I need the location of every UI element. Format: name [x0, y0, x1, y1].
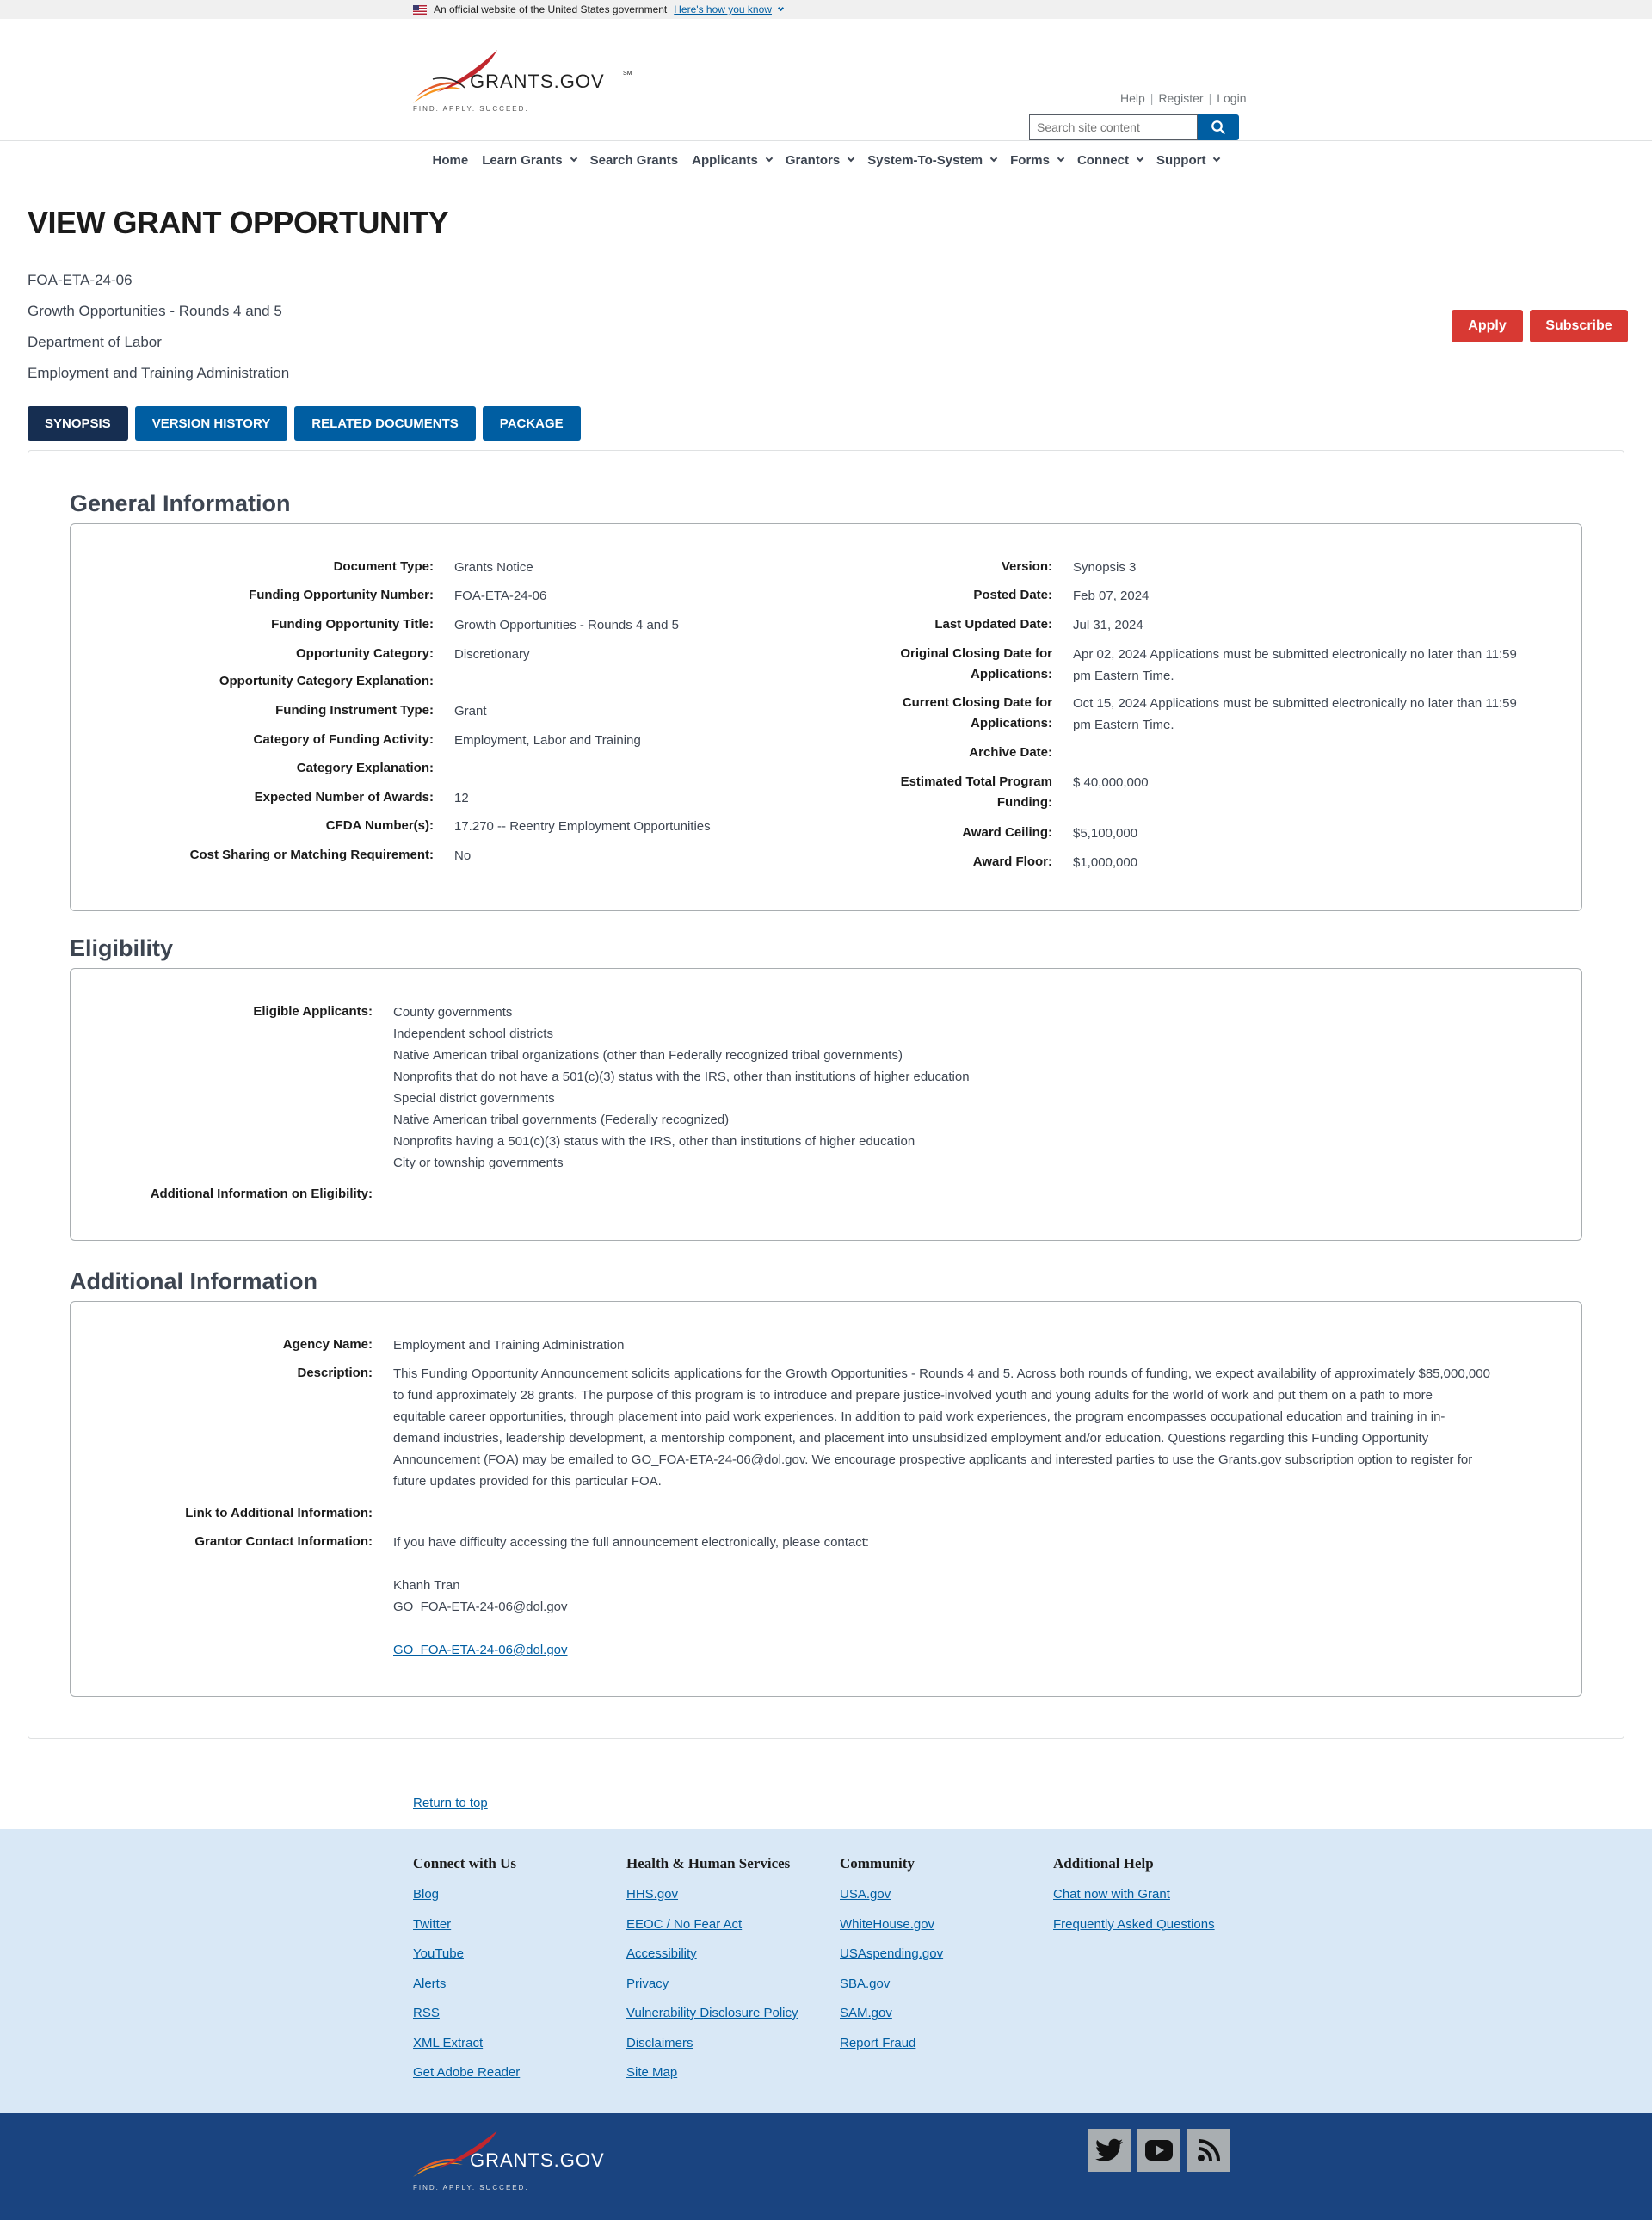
opportunity-number: FOA-ETA-24-06	[28, 272, 133, 288]
eligibility-box	[70, 968, 1582, 1241]
footer-link[interactable]: Accessibility	[626, 1946, 697, 1961]
additional-eligibility-label: Additional Information on Eligibility:	[150, 1187, 373, 1201]
description-line: to fund approximately 28 grants. The purpose of this program is to introduce and prepare justice-involved youth and young adults for the world of work and put them on a path to more	[393, 1388, 1433, 1403]
field-value: FOA-ETA-24-06	[454, 589, 547, 603]
field-label: Category of Funding Activity:	[253, 732, 434, 747]
description-line: future updates provided for this particular FOA.	[393, 1474, 662, 1489]
archive-date-label: Archive Date:	[969, 745, 1052, 760]
field-label: Opportunity Category Explanation:	[219, 674, 434, 688]
subscribe-button[interactable]: Subscribe	[1530, 310, 1628, 342]
updated-date-value: Jul 31, 2024	[1073, 618, 1143, 632]
field-value: 17.270 -- Reentry Employment Opportunities	[454, 819, 711, 834]
footer-link[interactable]: SAM.gov	[840, 2006, 892, 2020]
site-search	[1029, 114, 1239, 140]
chevron-down-icon	[990, 155, 997, 162]
social-icons	[1088, 2129, 1230, 2172]
contact-intro: If you have difficulty accessing the full announcement electronically, please contact:	[393, 1535, 870, 1550]
field-label: Funding Opportunity Number:	[249, 588, 434, 602]
logo-service-mark: SM	[623, 71, 632, 77]
footer-link[interactable]: Blog	[413, 1887, 440, 1902]
help-link[interactable]: Help	[1120, 91, 1145, 105]
search-input[interactable]	[1029, 114, 1198, 140]
grantor-contact-label: Grantor Contact Information:	[194, 1534, 373, 1549]
description-line: Announcement (FOA) may be emailed to GO_FOA-ETA-24-06@dol.gov. We encourage prospective applicants and interested parties to use the Grants.gov subscription option to register for	[393, 1452, 1473, 1467]
description-line: This Funding Opportunity Announcement solicits applications for the Growth Opportunities - Rounds 4 and 5. Across both rounds of funding, we expect availability of approximately $85,000,000	[393, 1366, 1490, 1381]
footer-col-connect: Connect with Us Blog Twitter YouTube Alerts RSS XML Extract Get Adobe Reader	[413, 1855, 520, 2094]
opportunity-actions	[1452, 310, 1628, 342]
award-ceiling-label: Award Ceiling:	[962, 825, 1052, 840]
footer-link[interactable]: Get Adobe Reader	[413, 2065, 521, 2080]
chevron-down-icon	[1137, 155, 1143, 162]
nav-connect[interactable]: Connect	[1070, 153, 1150, 168]
nav-applicants[interactable]: Applicants	[685, 153, 779, 168]
opportunity-title: Growth Opportunities - Rounds 4 and 5	[28, 303, 282, 319]
field-label: Category Explanation:	[296, 761, 434, 775]
synopsis-panel	[28, 450, 1624, 1739]
eligible-applicant-item: City or township governments	[393, 1156, 564, 1170]
description-label: Description:	[297, 1366, 373, 1380]
field-value: Grants Notice	[454, 560, 533, 575]
agency-name-label: Agency Name:	[282, 1337, 373, 1352]
nav-search-grants[interactable]: Search Grants	[589, 152, 679, 168]
version-label: Version:	[1001, 559, 1052, 574]
nav-learn-grants[interactable]: Learn Grants	[475, 153, 583, 168]
estimated-funding-value: $ 40,000,000	[1073, 775, 1149, 790]
eligible-applicants-label: Eligible Applicants:	[253, 1004, 373, 1019]
footer-link[interactable]: Vulnerability Disclosure Policy	[626, 2006, 798, 2020]
footer-link[interactable]: Disclaimers	[626, 2035, 693, 2050]
field-label: Funding Opportunity Title:	[271, 617, 434, 632]
footer-link[interactable]: USA.gov	[840, 1887, 891, 1902]
field-value: Growth Opportunities - Rounds 4 and 5	[454, 618, 679, 632]
description-line: demand industries, leadership development, a mentorship component, and placement into unsubsidized employment and/or education. Questions regarding this Funding Opportunity	[393, 1431, 1429, 1446]
footer-bottom	[0, 2113, 1652, 2220]
description-line: equitable career opportunities, through placement into paid work experiences. In addition to paid work experiences, the program encompasses occupational education and training in in-	[393, 1409, 1446, 1424]
eligible-applicant-item: Native American tribal governments (Federally recognized)	[393, 1113, 730, 1127]
youtube-icon	[1144, 2139, 1174, 2161]
field-label: CFDA Number(s):	[325, 818, 434, 833]
field-label: Funding Instrument Type:	[275, 703, 434, 718]
footer-link[interactable]: Privacy	[626, 1976, 669, 1991]
footer-link[interactable]: SBA.gov	[840, 1976, 891, 1991]
footer-link[interactable]: EEOC / No Fear Act	[626, 1916, 743, 1932]
field-label: Opportunity Category:	[296, 646, 434, 661]
youtube-button[interactable]	[1137, 2129, 1180, 2172]
award-floor-label: Award Floor:	[972, 854, 1052, 869]
apply-button[interactable]: Apply	[1452, 310, 1523, 342]
field-value: No	[454, 848, 472, 863]
nav-support[interactable]: Support	[1150, 153, 1227, 168]
eligible-applicant-item: County governments	[393, 1005, 513, 1020]
agency-name-value: Employment and Training Administration	[393, 1338, 625, 1353]
gov-banner	[0, 0, 1652, 19]
gov-banner-text: An official website of the United States government	[434, 3, 668, 15]
chevron-down-icon	[570, 155, 576, 162]
eligible-applicant-item: Nonprofits having a 501(c)(3) status with the IRS, other than institutions of higher education	[393, 1134, 915, 1149]
footer-logo[interactable]	[411, 2129, 626, 2198]
award-floor-value: $1,000,000	[1073, 855, 1138, 870]
additional-link-label: Link to Additional Information:	[185, 1506, 373, 1520]
agency-name: Department of Labor	[28, 334, 162, 350]
description-text	[393, 1363, 1563, 1492]
footer-link[interactable]: Frequently Asked Questions	[1053, 1916, 1215, 1932]
nav-grantors[interactable]: Grantors	[779, 153, 860, 168]
tab-package[interactable]: PACKAGE	[483, 406, 581, 441]
chevron-down-icon	[848, 155, 854, 162]
rss-icon	[1197, 2138, 1221, 2162]
additional-info-heading: Additional Information	[70, 1268, 317, 1294]
field-label: Document Type:	[333, 559, 434, 574]
estimated-funding-label: Estimated Total Program Funding:	[900, 774, 1052, 810]
contact-email: GO_FOA-ETA-24-06@dol.gov	[393, 1600, 568, 1614]
footer-link[interactable]: Chat now with Grant	[1053, 1887, 1170, 1902]
footer-link[interactable]: Twitter	[413, 1916, 452, 1932]
grants-gov-logo[interactable]	[411, 45, 632, 122]
footer-link[interactable]: HHS.gov	[626, 1887, 679, 1902]
field-label: Expected Number of Awards:	[254, 790, 434, 805]
footer-link[interactable]: RSS	[413, 2006, 440, 2020]
search-icon	[1211, 120, 1226, 135]
twitter-icon	[1095, 2138, 1123, 2162]
field-value: Employment, Labor and Training	[454, 733, 641, 748]
eligible-applicants-list	[393, 1002, 970, 1174]
footer-link[interactable]: Alerts	[413, 1976, 447, 1991]
current-closing-label: Current Closing Date for Applications:	[902, 695, 1052, 731]
us-flag-icon	[413, 5, 427, 15]
eligible-applicant-item: Nonprofits that do not have a 501(c)(3) status with the IRS, other than institutions of higher education	[393, 1070, 970, 1084]
chevron-down-icon	[1213, 155, 1220, 162]
original-closing-value: Apr 02, 2024 Applications must be submitted electronically no later than 11:59 pm Eastern Time.	[1073, 647, 1517, 683]
footer-link[interactable]: USAspending.gov	[840, 1946, 944, 1961]
search-button[interactable]	[1198, 114, 1239, 140]
page-title: VIEW GRANT OPPORTUNITY	[28, 205, 449, 240]
tab-synopsis[interactable]: SYNOPSIS	[28, 406, 128, 441]
nav-home[interactable]: Home	[432, 152, 469, 168]
main-nav	[0, 141, 1652, 179]
footer-logo-tagline: FIND. APPLY. SUCCEED.	[413, 2184, 529, 2192]
footer-col-help: Additional Help Chat now with Grant Frequently Asked Questions	[1053, 1855, 1215, 1946]
chevron-down-icon	[1057, 155, 1064, 162]
return-to-top-link[interactable]: Return to top	[413, 1796, 488, 1810]
general-info-box	[70, 523, 1582, 911]
posted-date-label: Posted Date:	[973, 588, 1052, 602]
rss-button[interactable]	[1187, 2129, 1230, 2172]
footer-link[interactable]: YouTube	[413, 1946, 464, 1961]
opportunity-summary	[28, 269, 289, 393]
utility-links: Help | Register | Login	[1120, 91, 1247, 105]
field-value: Discretionary	[454, 647, 530, 662]
nav-system-to-system[interactable]: System-To-System	[860, 153, 1003, 168]
field-value: Grant	[454, 704, 487, 718]
grantor-contact-value	[393, 1532, 869, 1661]
footer-link[interactable]: WhiteHouse.gov	[840, 1916, 935, 1932]
nav-forms[interactable]: Forms	[1003, 153, 1070, 168]
version-value: Synopsis 3	[1073, 560, 1137, 575]
twitter-button[interactable]	[1088, 2129, 1131, 2172]
tab-related-documents[interactable]: RELATED DOCUMENTS	[294, 406, 476, 441]
chevron-down-icon	[778, 4, 784, 10]
sub-agency-name: Employment and Training Administration	[28, 365, 290, 381]
logo-text: GRANTS.GOV	[470, 71, 605, 92]
login-link[interactable]: Login	[1217, 91, 1247, 105]
tab-version-history[interactable]: VERSION HISTORY	[135, 406, 288, 441]
footer-link[interactable]: Site Map	[626, 2065, 678, 2080]
current-closing-value: Oct 15, 2024 Applications must be submitted electronically no later than 11:59 pm Eastern Time.	[1073, 696, 1517, 732]
footer-links	[0, 1829, 1652, 2113]
how-you-know-link[interactable]: Here's how you know	[674, 3, 772, 15]
logo-tagline: FIND. APPLY. SUCCEED.	[413, 105, 529, 113]
field-label: Cost Sharing or Matching Requirement:	[189, 848, 434, 862]
contact-email-link[interactable]: GO_FOA-ETA-24-06@dol.gov	[393, 1643, 568, 1657]
additional-info-box	[70, 1301, 1582, 1697]
footer-link[interactable]: XML Extract	[413, 2035, 484, 2050]
updated-date-label: Last Updated Date:	[934, 617, 1052, 632]
opportunity-tabs	[28, 406, 581, 441]
field-value: 12	[454, 791, 469, 805]
footer-col-community: Community USA.gov WhiteHouse.gov USAspending.gov SBA.gov SAM.gov Report Fraud	[840, 1855, 943, 2064]
original-closing-label: Original Closing Date for Applications:	[900, 646, 1052, 681]
chevron-down-icon	[766, 155, 773, 162]
eligible-applicant-item: Independent school districts	[393, 1027, 553, 1041]
footer-col-hhs: Health & Human Services HHS.gov EEOC / No Fear Act Accessibility Privacy Vulnerability Disclosure Policy Disclaimers Site Map	[626, 1855, 798, 2094]
posted-date-value: Feb 07, 2024	[1073, 589, 1150, 603]
footer-logo-text: GRANTS.GOV	[470, 2149, 605, 2171]
eligible-applicant-item: Native American tribal organizations (other than Federally recognized tribal governments)	[393, 1048, 903, 1063]
site-header	[0, 19, 1652, 141]
footer-link[interactable]: Report Fraud	[840, 2035, 916, 2050]
eligible-applicant-item: Special district governments	[393, 1091, 555, 1106]
contact-name: Khanh Tran	[393, 1578, 460, 1593]
general-info-heading: General Information	[70, 490, 291, 516]
award-ceiling-value: $5,100,000	[1073, 826, 1138, 841]
register-link[interactable]: Register	[1158, 91, 1204, 105]
eligibility-heading: Eligibility	[70, 935, 174, 961]
